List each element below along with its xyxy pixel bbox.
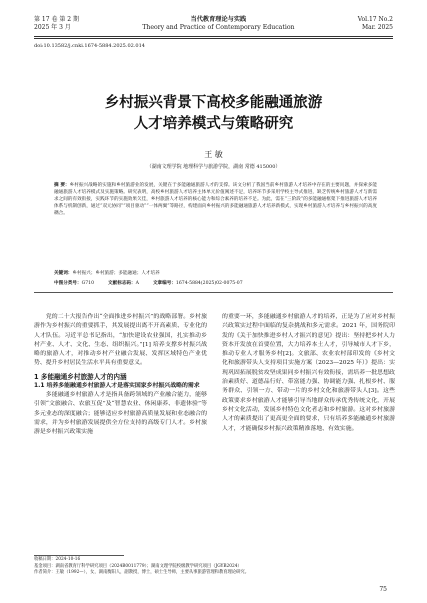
clc-label: 中图分类号： [54, 281, 82, 286]
intro-paragraph: 党的二十大报告作出“全面推进乡村振兴”的战略部署。乡村旅游作为乡村振兴的重要抓手，其发展提出离不开高素质、专业化的人才队伍。习近平总书记指出，“加快建设农业强国，扎实推动乡村产业、人才、文化、生态、组织振兴。”[1] 培养支撑乡村振兴战略的旅游人才，对推动乡村产业融合发展、发挥区域特色产业优势、提升乡村居民生活水平具有重要意义。 [34, 314, 207, 367]
paper-title [0, 93, 427, 135]
author-bio: 作者简介：王敏（1992—），女，湖南衡阳人，副教授，博士，硕士生导师，主要从事旅游管理和教育理论研究。 [34, 570, 250, 575]
abstract-text: 乡村振兴战略的实施和乡村旅游业的发展，关键在于多能融通旅游人才的支撑。该文分析了我国当前乡村旅游人才培养中存在的主要问题，并探索多能融通旅游人才培养模式及实施策略。研究表明，高校乡村旅游人才培养主体单元价值阐述不足，培养环节多采用学校主导式推进，缺乏传统乡村旅游人才与新需求之间的有效衔接，实践环节的实施效果欠佳，乡村旅游人才培养的核心能力和综合素养的培养不足。为此，需在“三阶段”的多能融通框架下推进旅游人才培养体系与机制创新，通过“双元协同”“项目驱动”“一体两翼”等路径，构建面向乡村振兴的多能融通旅游人才培养新模式，实现乡村旅游人才培养与乡村振兴的高度耦合。 [54, 183, 377, 216]
journal-name-en: Theory and Practice of Contemporary Education [142, 24, 295, 31]
page-number: 75 [379, 586, 387, 593]
author-affiliation: （湖南文理学院 地理科学与旅游学院，湖南 常德 415000） [146, 164, 281, 170]
volume-issue-cn: 第 17 卷 第 2 期 [34, 16, 79, 23]
abstract-separator [34, 292, 393, 293]
journal-name [142, 16, 294, 32]
footnotes [34, 557, 393, 577]
date-en: Mar. 2025 [361, 24, 393, 31]
abstract-label: 摘 要： [54, 183, 70, 188]
journal-name-cn: 当代教育理论与实践 [190, 16, 247, 23]
subsection-heading-1-1: 1.1 培养多能融通乡村旅游人才是落实国家乡村振兴战略的需求 [34, 382, 200, 389]
keywords-label: 关键词： [54, 271, 73, 276]
articleno-value: 1674-5884(2025)02-0075-07 [175, 281, 243, 286]
doccode-label: 文献标志码： [108, 281, 136, 286]
issue-info [34, 16, 79, 32]
journal-header [34, 16, 393, 56]
keywords-text: 乡村振兴；乡村旅游；多能融通；人才培养 [72, 271, 160, 276]
header-rule-thin [34, 38, 393, 39]
body-column-left [34, 313, 207, 438]
article-number [153, 280, 243, 286]
author-name: 王 敏 [204, 150, 223, 159]
keywords [54, 270, 377, 276]
footnote-rule [34, 555, 124, 556]
articleno-label: 文章编号： [152, 281, 176, 286]
received-date: 收稿日期：2024-10-16 [34, 557, 81, 562]
section-heading-1: 1 多能融通乡村旅游人才的内涵 [34, 372, 127, 381]
title-line-1: 乡村振兴背景下高校多能融通旅游 [104, 95, 323, 111]
doccode-value: A [135, 281, 139, 286]
clc-value: G710 [81, 281, 95, 286]
fund-info: 基金项目：湖南省教育厅科学研究项目（2024B0011779）；湖南文理学院校级教学研究项目（JGYB2024） [34, 563, 242, 569]
doi[interactable]: doi:10.13582/j.cnki.1674-5884.2025.02.014 [34, 43, 145, 49]
date-cn: 2025 年 3 月 [34, 24, 71, 31]
body-paragraph: 的重要一环，多能融通乡村旅游人才的培养，正是为了应对乡村振兴政策实过程中面临的复杂挑战和多元需求。2021 年，国务院印发的《关于加快推进乡村人才振兴的意见》提出：坚持把乡村人力资本开发放在首要位置，大力培养本土人才，引导城市人才下乡，推动专业人才服务乡村[2]。文旅部、农业农村部印发的《乡村文化和旅游带头人支持项目实施方案（2023—2025 年）》提出：实现巩固拓展脱贫攻坚成果同乡村振兴有效衔接，需培养一批思想政治素质好、道德品行好、带富能力强、协调能力强、扎根乡村、服务群众、引领一方、带动一片的乡村文化和旅游带头人[3]。这些政策要求乡村旅游人才能够引导当地群众传承优秀传统文化，开展乡村文化活动，发展乡村特色文化者志和乡村旅游。这对乡村旅游人才的素质提出了更高更全面的要求，只有培养多能融通乡村旅游人才，才能确保乡村振兴政策精准落地、有效实施。 [222, 314, 395, 432]
body-paragraph: 多能融通乡村旅游人才是指具备跨领域的产业融合能力，能够引领“文旅融合、农旅互促”及“智慧农业、休闲康养、非遗体验”等多元业态的深度融合；能够适应乡村旅游高质量发展和业态融合的需求，并为乡村旅游发展提供全方位支持的高级专门人才。乡村旅游是乡村振兴政策实施 [34, 392, 207, 436]
abstract [54, 183, 377, 218]
title-line-2: 人才培养模式与策略研究 [133, 116, 294, 132]
classification-row [54, 280, 377, 286]
volume-issue-en: Vol.17 No.2 [357, 16, 393, 23]
document-code [108, 280, 139, 286]
issue-info-en [358, 16, 393, 32]
body-column-right [222, 313, 395, 434]
header-rule [34, 36, 393, 37]
clc-number [54, 280, 94, 286]
